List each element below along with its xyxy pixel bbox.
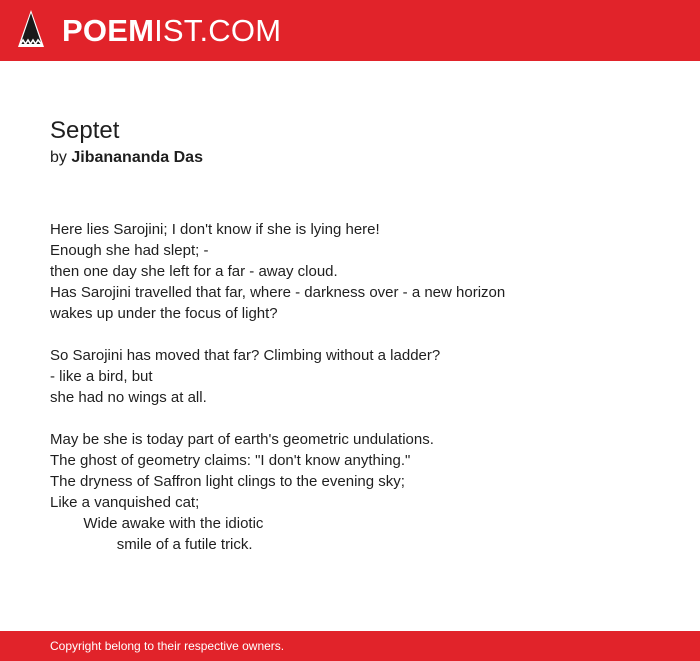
- poem-line: So Sarojini has moved that far? Climbing without a ladder?: [50, 347, 441, 364]
- poem-line: Enough she had slept; -: [50, 242, 209, 259]
- poem-title: Septet: [50, 117, 120, 144]
- poem-line: Has Sarojini travelled that far, where - darkness over - a new horizon: [50, 284, 506, 301]
- by-label: by: [50, 149, 67, 166]
- poem-body: [50, 219, 650, 555]
- poem-line: then one day she left for a far - away cloud.: [50, 263, 338, 280]
- poem-line: The ghost of geometry claims: "I don't know anything.": [50, 452, 411, 469]
- site-logo-text[interactable]: [62, 13, 281, 49]
- poem-line: Like a vanquished cat;: [50, 494, 200, 511]
- poem-line: smile of a futile trick.: [50, 536, 253, 553]
- copyright-text: Copyright belong to their respective owners.: [50, 639, 285, 653]
- site-footer: [0, 631, 700, 661]
- poem-author[interactable]: Jibanananda Das: [71, 149, 203, 166]
- poem-stanza: [50, 429, 650, 555]
- poem-line: Wide awake with the idiotic: [50, 515, 264, 532]
- poem-line: Here lies Sarojini; I don't know if she is lying here!: [50, 221, 380, 238]
- poem-stanza: [50, 345, 650, 408]
- poem-content: [50, 116, 650, 555]
- poem-line: May be she is today part of earth's geometric undulations.: [50, 431, 434, 448]
- site-header: [0, 0, 700, 61]
- poem-line: The dryness of Saffron light clings to the evening sky;: [50, 473, 405, 490]
- poem-line: wakes up under the focus of light?: [50, 305, 278, 322]
- poem-byline: [50, 147, 650, 169]
- brand-light-part: IST.COM: [154, 13, 282, 48]
- poem-line: - like a bird, but: [50, 368, 153, 385]
- poem-line: she had no wings at all.: [50, 389, 207, 406]
- brand-bold-part: POEM: [62, 13, 155, 48]
- poem-stanza: [50, 219, 650, 324]
- pencil-tip-icon[interactable]: [17, 9, 45, 51]
